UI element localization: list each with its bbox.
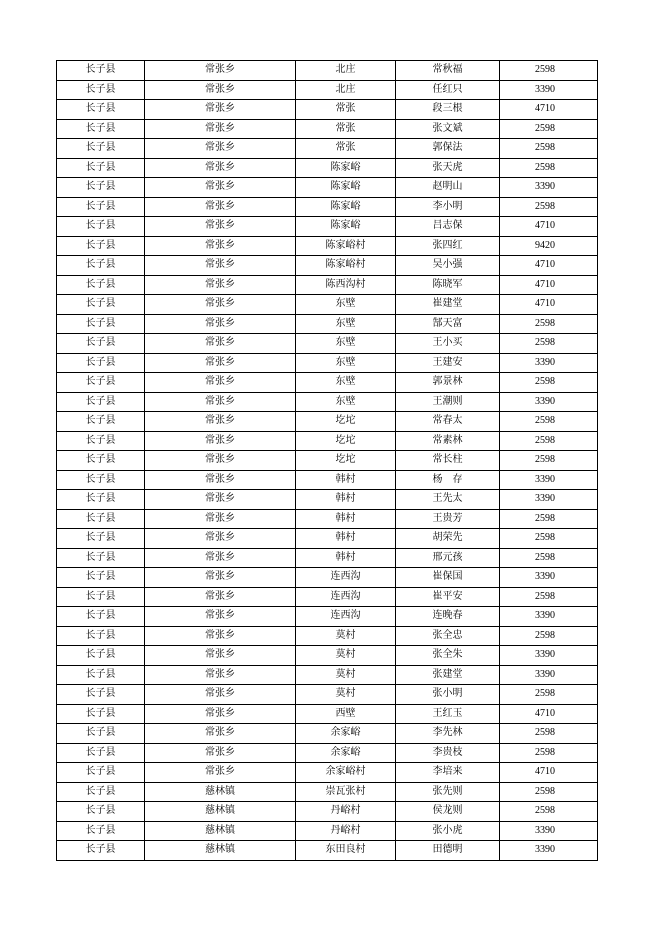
table-row [57, 470, 598, 490]
table-row [57, 139, 598, 159]
data-table [56, 60, 598, 861]
township-cell: 常张乡 [145, 100, 296, 120]
table-row [57, 256, 598, 276]
name-cell: 张天虎 [396, 158, 500, 178]
amount-cell: 2598 [500, 802, 598, 822]
amount-cell: 2598 [500, 509, 598, 529]
village-cell: 莫村 [296, 626, 396, 646]
table-row [57, 743, 598, 763]
village-cell: 常张 [296, 100, 396, 120]
name-cell: 李小明 [396, 197, 500, 217]
table-row [57, 821, 598, 841]
township-cell: 常张乡 [145, 685, 296, 705]
township-cell: 常张乡 [145, 626, 296, 646]
village-cell: 丹峪村 [296, 802, 396, 822]
county-cell: 长子县 [57, 275, 145, 295]
amount-cell: 2598 [500, 139, 598, 159]
county-cell: 长子县 [57, 334, 145, 354]
amount-cell: 2598 [500, 119, 598, 139]
county-cell: 长子县 [57, 607, 145, 627]
table-row [57, 392, 598, 412]
county-cell: 长子县 [57, 373, 145, 393]
county-cell: 长子县 [57, 529, 145, 549]
table-row [57, 295, 598, 315]
township-cell: 常张乡 [145, 119, 296, 139]
county-cell: 长子县 [57, 256, 145, 276]
name-cell: 张小虎 [396, 821, 500, 841]
township-cell: 慈林镇 [145, 802, 296, 822]
amount-cell: 2598 [500, 431, 598, 451]
name-cell: 王先太 [396, 490, 500, 510]
name-cell: 常秋福 [396, 61, 500, 81]
amount-cell: 4710 [500, 704, 598, 724]
village-cell: 西壁 [296, 704, 396, 724]
village-cell: 陈家峪 [296, 217, 396, 237]
township-cell: 常张乡 [145, 314, 296, 334]
name-cell: 张先则 [396, 782, 500, 802]
name-cell: 郭保法 [396, 139, 500, 159]
township-cell: 常张乡 [145, 158, 296, 178]
county-cell: 长子县 [57, 841, 145, 861]
amount-cell: 3390 [500, 665, 598, 685]
county-cell: 长子县 [57, 236, 145, 256]
name-cell: 田德明 [396, 841, 500, 861]
amount-cell: 2598 [500, 724, 598, 744]
village-cell: 东壁 [296, 392, 396, 412]
village-cell: 陈西沟村 [296, 275, 396, 295]
amount-cell: 3390 [500, 178, 598, 198]
table-row [57, 80, 598, 100]
township-cell: 常张乡 [145, 568, 296, 588]
amount-cell: 2598 [500, 782, 598, 802]
table-row [57, 431, 598, 451]
village-cell: 余家峪 [296, 724, 396, 744]
village-cell: 东壁 [296, 353, 396, 373]
village-cell: 韩村 [296, 529, 396, 549]
township-cell: 常张乡 [145, 529, 296, 549]
table-row [57, 178, 598, 198]
amount-cell: 2598 [500, 685, 598, 705]
county-cell: 长子县 [57, 451, 145, 471]
name-cell: 邢元孩 [396, 548, 500, 568]
township-cell: 常张乡 [145, 80, 296, 100]
amount-cell: 4710 [500, 763, 598, 783]
county-cell: 长子县 [57, 80, 145, 100]
county-cell: 长子县 [57, 100, 145, 120]
township-cell: 常张乡 [145, 548, 296, 568]
county-cell: 长子县 [57, 119, 145, 139]
village-cell: 韩村 [296, 548, 396, 568]
township-cell: 常张乡 [145, 256, 296, 276]
township-cell: 常张乡 [145, 373, 296, 393]
village-cell: 北庄 [296, 80, 396, 100]
township-cell: 常张乡 [145, 431, 296, 451]
village-cell: 东壁 [296, 314, 396, 334]
name-cell: 王潮则 [396, 392, 500, 412]
table-row [57, 607, 598, 627]
table-row [57, 158, 598, 178]
township-cell: 常张乡 [145, 704, 296, 724]
amount-cell: 2598 [500, 587, 598, 607]
county-cell: 长子县 [57, 646, 145, 666]
table-row [57, 587, 598, 607]
table-row [57, 665, 598, 685]
village-cell: 连西沟 [296, 607, 396, 627]
amount-cell: 3390 [500, 353, 598, 373]
village-cell: 崇瓦张村 [296, 782, 396, 802]
village-cell: 陈家峪村 [296, 236, 396, 256]
village-cell: 余家峪 [296, 743, 396, 763]
name-cell: 李培来 [396, 763, 500, 783]
table-row [57, 451, 598, 471]
county-cell: 长子县 [57, 197, 145, 217]
county-cell: 长子县 [57, 139, 145, 159]
name-cell: 胡荣先 [396, 529, 500, 549]
township-cell: 常张乡 [145, 763, 296, 783]
name-cell: 王建安 [396, 353, 500, 373]
amount-cell: 4710 [500, 256, 598, 276]
village-cell: 圪坨 [296, 431, 396, 451]
amount-cell: 3390 [500, 490, 598, 510]
amount-cell: 2598 [500, 158, 598, 178]
village-cell: 连西沟 [296, 587, 396, 607]
township-cell: 常张乡 [145, 334, 296, 354]
amount-cell: 2598 [500, 334, 598, 354]
table-row [57, 236, 598, 256]
table-row [57, 685, 598, 705]
village-cell: 陈家峪村 [296, 256, 396, 276]
county-cell: 长子县 [57, 314, 145, 334]
village-cell: 莫村 [296, 665, 396, 685]
county-cell: 长子县 [57, 802, 145, 822]
table-row [57, 275, 598, 295]
name-cell: 崔平安 [396, 587, 500, 607]
amount-cell: 3390 [500, 821, 598, 841]
amount-cell: 4710 [500, 275, 598, 295]
name-cell: 张全忠 [396, 626, 500, 646]
township-cell: 常张乡 [145, 295, 296, 315]
township-cell: 常张乡 [145, 139, 296, 159]
name-cell: 连晚春 [396, 607, 500, 627]
township-cell: 慈林镇 [145, 782, 296, 802]
village-cell: 东壁 [296, 373, 396, 393]
name-cell: 常长柱 [396, 451, 500, 471]
amount-cell: 2598 [500, 197, 598, 217]
amount-cell: 3390 [500, 470, 598, 490]
table-row [57, 763, 598, 783]
table-row [57, 529, 598, 549]
table-row [57, 61, 598, 81]
township-cell: 慈林镇 [145, 821, 296, 841]
township-cell: 常张乡 [145, 197, 296, 217]
township-cell: 常张乡 [145, 509, 296, 529]
county-cell: 长子县 [57, 353, 145, 373]
table-row [57, 412, 598, 432]
name-cell: 任红只 [396, 80, 500, 100]
name-cell: 崔建堂 [396, 295, 500, 315]
amount-cell: 2598 [500, 373, 598, 393]
village-cell: 陈家峪 [296, 158, 396, 178]
table-row [57, 100, 598, 120]
table-row [57, 509, 598, 529]
township-cell: 慈林镇 [145, 841, 296, 861]
table-row [57, 197, 598, 217]
village-cell: 陈家峪 [296, 178, 396, 198]
amount-cell: 3390 [500, 841, 598, 861]
township-cell: 常张乡 [145, 743, 296, 763]
village-cell: 韩村 [296, 470, 396, 490]
table-row [57, 626, 598, 646]
name-cell: 郭景林 [396, 373, 500, 393]
township-cell: 常张乡 [145, 275, 296, 295]
table-row [57, 334, 598, 354]
table-row [57, 724, 598, 744]
county-cell: 长子县 [57, 782, 145, 802]
county-cell: 长子县 [57, 587, 145, 607]
county-cell: 长子县 [57, 704, 145, 724]
county-cell: 长子县 [57, 412, 145, 432]
township-cell: 常张乡 [145, 470, 296, 490]
county-cell: 长子县 [57, 724, 145, 744]
amount-cell: 9420 [500, 236, 598, 256]
name-cell: 张建堂 [396, 665, 500, 685]
village-cell: 莫村 [296, 646, 396, 666]
name-cell: 王红玉 [396, 704, 500, 724]
village-cell: 韩村 [296, 509, 396, 529]
amount-cell: 2598 [500, 529, 598, 549]
name-cell: 吕志保 [396, 217, 500, 237]
county-cell: 长子县 [57, 509, 145, 529]
village-cell: 陈家峪 [296, 197, 396, 217]
township-cell: 常张乡 [145, 724, 296, 744]
name-cell: 王小买 [396, 334, 500, 354]
county-cell: 长子县 [57, 178, 145, 198]
township-cell: 常张乡 [145, 412, 296, 432]
township-cell: 常张乡 [145, 392, 296, 412]
county-cell: 长子县 [57, 392, 145, 412]
name-cell: 崔保国 [396, 568, 500, 588]
name-cell: 李先林 [396, 724, 500, 744]
name-cell: 侯龙则 [396, 802, 500, 822]
township-cell: 常张乡 [145, 490, 296, 510]
name-cell: 杨 存 [396, 470, 500, 490]
village-cell: 北庄 [296, 61, 396, 81]
table-row [57, 802, 598, 822]
village-cell: 东田良村 [296, 841, 396, 861]
name-cell: 李贵枝 [396, 743, 500, 763]
amount-cell: 2598 [500, 61, 598, 81]
county-cell: 长子县 [57, 763, 145, 783]
name-cell: 张文斌 [396, 119, 500, 139]
name-cell: 赵明山 [396, 178, 500, 198]
amount-cell: 3390 [500, 80, 598, 100]
amount-cell: 2598 [500, 743, 598, 763]
township-cell: 常张乡 [145, 665, 296, 685]
amount-cell: 3390 [500, 568, 598, 588]
township-cell: 常张乡 [145, 236, 296, 256]
township-cell: 常张乡 [145, 587, 296, 607]
village-cell: 圪坨 [296, 451, 396, 471]
county-cell: 长子县 [57, 568, 145, 588]
village-cell: 常张 [296, 139, 396, 159]
table-row [57, 782, 598, 802]
amount-cell: 2598 [500, 626, 598, 646]
village-cell: 连西沟 [296, 568, 396, 588]
village-cell: 东壁 [296, 334, 396, 354]
county-cell: 长子县 [57, 61, 145, 81]
village-cell: 韩村 [296, 490, 396, 510]
township-cell: 常张乡 [145, 61, 296, 81]
village-cell: 常张 [296, 119, 396, 139]
county-cell: 长子县 [57, 548, 145, 568]
table-row [57, 217, 598, 237]
name-cell: 王贵芳 [396, 509, 500, 529]
amount-cell: 3390 [500, 607, 598, 627]
township-cell: 常张乡 [145, 451, 296, 471]
county-cell: 长子县 [57, 665, 145, 685]
township-cell: 常张乡 [145, 217, 296, 237]
amount-cell: 3390 [500, 646, 598, 666]
village-cell: 东壁 [296, 295, 396, 315]
name-cell: 张全朱 [396, 646, 500, 666]
name-cell: 常素林 [396, 431, 500, 451]
village-cell: 余家峪村 [296, 763, 396, 783]
village-cell: 圪坨 [296, 412, 396, 432]
county-cell: 长子县 [57, 470, 145, 490]
county-cell: 长子县 [57, 295, 145, 315]
amount-cell: 2598 [500, 548, 598, 568]
name-cell: 郜天富 [396, 314, 500, 334]
name-cell: 常春太 [396, 412, 500, 432]
table-row [57, 568, 598, 588]
county-cell: 长子县 [57, 626, 145, 646]
table-row [57, 646, 598, 666]
county-cell: 长子县 [57, 490, 145, 510]
table-row [57, 314, 598, 334]
county-cell: 长子县 [57, 743, 145, 763]
township-cell: 常张乡 [145, 646, 296, 666]
county-cell: 长子县 [57, 431, 145, 451]
table-body [57, 61, 598, 861]
county-cell: 长子县 [57, 158, 145, 178]
amount-cell: 2598 [500, 412, 598, 432]
township-cell: 常张乡 [145, 353, 296, 373]
county-cell: 长子县 [57, 217, 145, 237]
name-cell: 段三根 [396, 100, 500, 120]
table-row [57, 353, 598, 373]
county-cell: 长子县 [57, 685, 145, 705]
village-cell: 莫村 [296, 685, 396, 705]
county-cell: 长子县 [57, 821, 145, 841]
name-cell: 张四红 [396, 236, 500, 256]
name-cell: 陈晓军 [396, 275, 500, 295]
table-row [57, 119, 598, 139]
name-cell: 吴小强 [396, 256, 500, 276]
village-cell: 丹峪村 [296, 821, 396, 841]
township-cell: 常张乡 [145, 607, 296, 627]
table-row [57, 490, 598, 510]
name-cell: 张小明 [396, 685, 500, 705]
table-row [57, 548, 598, 568]
table-row [57, 841, 598, 861]
amount-cell: 2598 [500, 451, 598, 471]
amount-cell: 3390 [500, 392, 598, 412]
table-row [57, 373, 598, 393]
township-cell: 常张乡 [145, 178, 296, 198]
amount-cell: 2598 [500, 314, 598, 334]
amount-cell: 4710 [500, 100, 598, 120]
amount-cell: 4710 [500, 217, 598, 237]
table-row [57, 704, 598, 724]
amount-cell: 4710 [500, 295, 598, 315]
